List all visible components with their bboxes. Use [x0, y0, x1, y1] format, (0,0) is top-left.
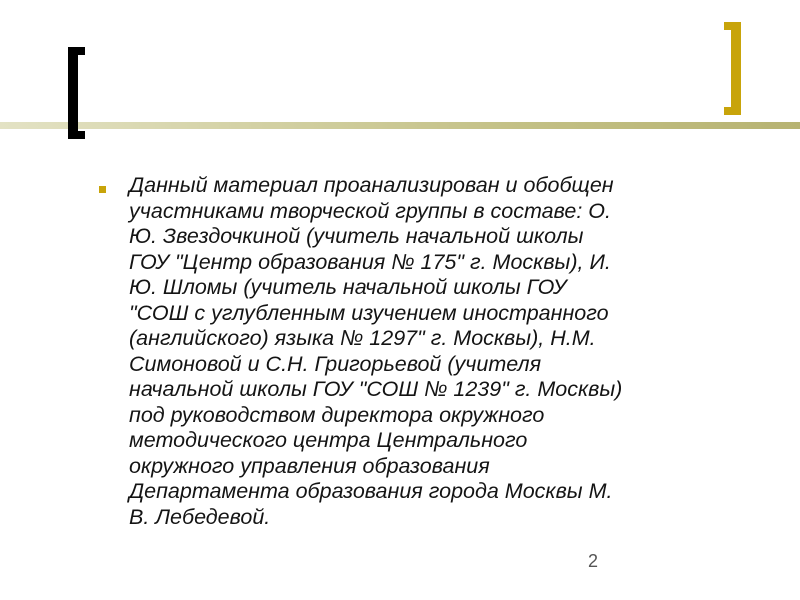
page-number: 2: [588, 551, 599, 571]
left-bracket-icon: [68, 47, 78, 139]
bullet-square-icon: [99, 186, 106, 193]
body-paragraph: Данный материал проанализирован и обобщен участниками творческой группы в составе: О. Ю. Звездочкиной (учитель начальной школы ГОУ "Центр образования № 175" г. Москвы), И. Ю. Шломы (учитель начальной школы ГОУ "СОШ с углубленным изучением иностранного (английского) языка № 1297" г. Москвы), Н.М. Симоновой и С.Н. Григорьевой (учителя начальной школы ГОУ "СОШ № 1239" г. Москвы) под руководством директора окружного методического центра Центрального окружного управления образования Департамента образования города Москвы М. В. Лебедевой.: [129, 173, 623, 529]
right-bracket-icon: [731, 22, 741, 115]
decorative-rule: [0, 122, 800, 129]
